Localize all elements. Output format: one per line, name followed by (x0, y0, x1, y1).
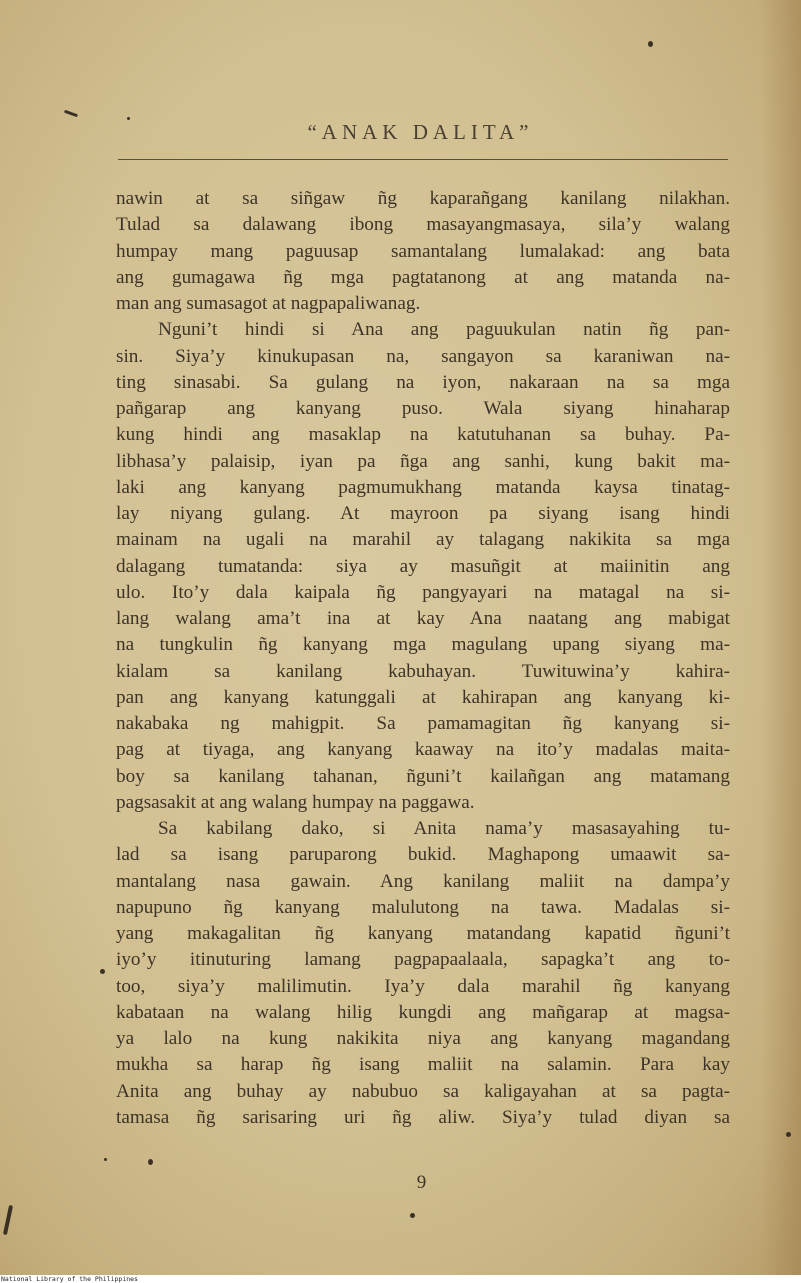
text-line: tamasa ñg sarisaring uri ñg aliw. Siya’y tulad diyan sa (116, 1106, 730, 1128)
text-line: yang makagalitan ñg kanyang matandang kapatid ñguni’t (116, 923, 730, 944)
scan-speck (64, 110, 78, 118)
text-line: lad sa isang paruparong bukid. Maghapong umaawit sa- (116, 844, 730, 866)
scan-speck (3, 1205, 13, 1235)
text-line: humpay mang paguusap samantalang lumalakad: ang bata (116, 240, 730, 262)
text-line: libhasa’y palaisip, iyan pa ñga ang sanhi, kung bakit ma- (116, 450, 730, 472)
text-line: man ang sumasagot at nagpapaliwanag. (116, 293, 421, 314)
text-line: mukha sa harap ñg isang maliit na salamin. Para kay (116, 1054, 730, 1076)
text-line: ya lalo na kung nakikita niya ang kanyang magandang (116, 1028, 730, 1049)
text-line: pag at tiyaga, ang kanyang kaaway na ito’y madalas maita- (116, 739, 730, 761)
scan-speck (104, 1158, 107, 1161)
text-line: lay niyang gulang. At mayroon pa siyang isang hindi (116, 503, 730, 524)
text-line: ulo. Ito’y dala kaipala ñg pangyayari na matagal na si- (116, 581, 730, 603)
text-line: Tulad sa dalawang ibong masayangmasaya, sila’y walang (116, 214, 730, 236)
text-line: pan ang kanyang katunggali at kahirapan ang kanyang ki- (116, 686, 730, 708)
text-line: nawin at sa siñgaw ñg kaparañgang kanilang nilakhan. (116, 188, 730, 209)
scan-speck (410, 1213, 415, 1218)
text-line: Nguni’t hindi si Ana ang paguukulan natin ñg pan- (158, 319, 730, 341)
text-line: pagsasakit at ang walang humpay na paggawa. (116, 791, 475, 813)
text-line: Sa kabilang dako, si Anita nama’y masasayahing tu- (158, 818, 730, 839)
scan-speck (148, 1159, 153, 1165)
running-title: “ANAK DALITA” (307, 120, 534, 144)
text-line: laki ang kanyang pagmumukhang matanda kaysa tinatag- (116, 476, 730, 498)
text-line: ang gumagawa ñg mga pagtatanong at ang matanda na- (116, 266, 730, 288)
text-line: kabataan na walang hilig kungdi ang mañgarap at magsa- (116, 1001, 730, 1023)
text-line: napupuno ñg kanyang malulutong na tawa. Madalas si- (116, 896, 730, 918)
text-line: Anita ang buhay ay nabubuo sa kaligayahan at sa pagta- (116, 1080, 730, 1102)
page-edge-shadow (761, 0, 801, 1275)
text-line: mainam na ugali na marahil ay talagang nakikita sa mga (116, 529, 730, 551)
text-line: boy sa kanilang tahanan, ñguni’t kailañgan ang matamang (116, 765, 730, 787)
text-line: kialam sa kanilang kabuhayan. Tuwituwina’y kahira- (116, 660, 730, 682)
scan-speck (786, 1132, 791, 1137)
text-line: sin. Siya’y kinukupasan na, sangayon sa karaniwan na- (116, 345, 730, 367)
header-rule (118, 159, 728, 160)
scan-speck (648, 41, 653, 47)
text-line: mantalang nasa gawain. Ang kanilang maliit na dampa’y (116, 870, 730, 892)
text-line: iyo’y itinuturing lamang pagpapaalaala, sapagka’t ang to- (116, 949, 730, 971)
text-line: nakabaka ng mahigpit. Sa pamamagitan ñg kanyang si- (116, 713, 730, 734)
text-line: lang walang ama’t ina at kay Ana naatang ang mabigat (116, 608, 730, 629)
text-line: dalagang tumatanda: siya ay masuñgit at maiinitin ang (116, 555, 730, 577)
scan-speck (127, 117, 130, 120)
text-line: kung hindi ang masaklap na katutuhanan sa buhay. Pa- (116, 424, 730, 446)
text-line: ting sinasabi. Sa gulang na iyon, nakaraan na sa mga (116, 371, 730, 393)
text-line: na tungkulin ñg kanyang mga magulang upang siyang ma- (116, 634, 730, 656)
body-text (116, 186, 730, 1131)
text-line: too, siya’y malilimutin. Iya’y dala marahil ñg kanyang (116, 975, 730, 997)
page-number: 9 (416, 1172, 427, 1193)
scan-speck (100, 969, 105, 974)
library-watermark: National Library of the Philippines (1, 1275, 138, 1283)
text-line: pañgarap ang kanyang puso. Wala siyang hinaharap (116, 398, 730, 419)
